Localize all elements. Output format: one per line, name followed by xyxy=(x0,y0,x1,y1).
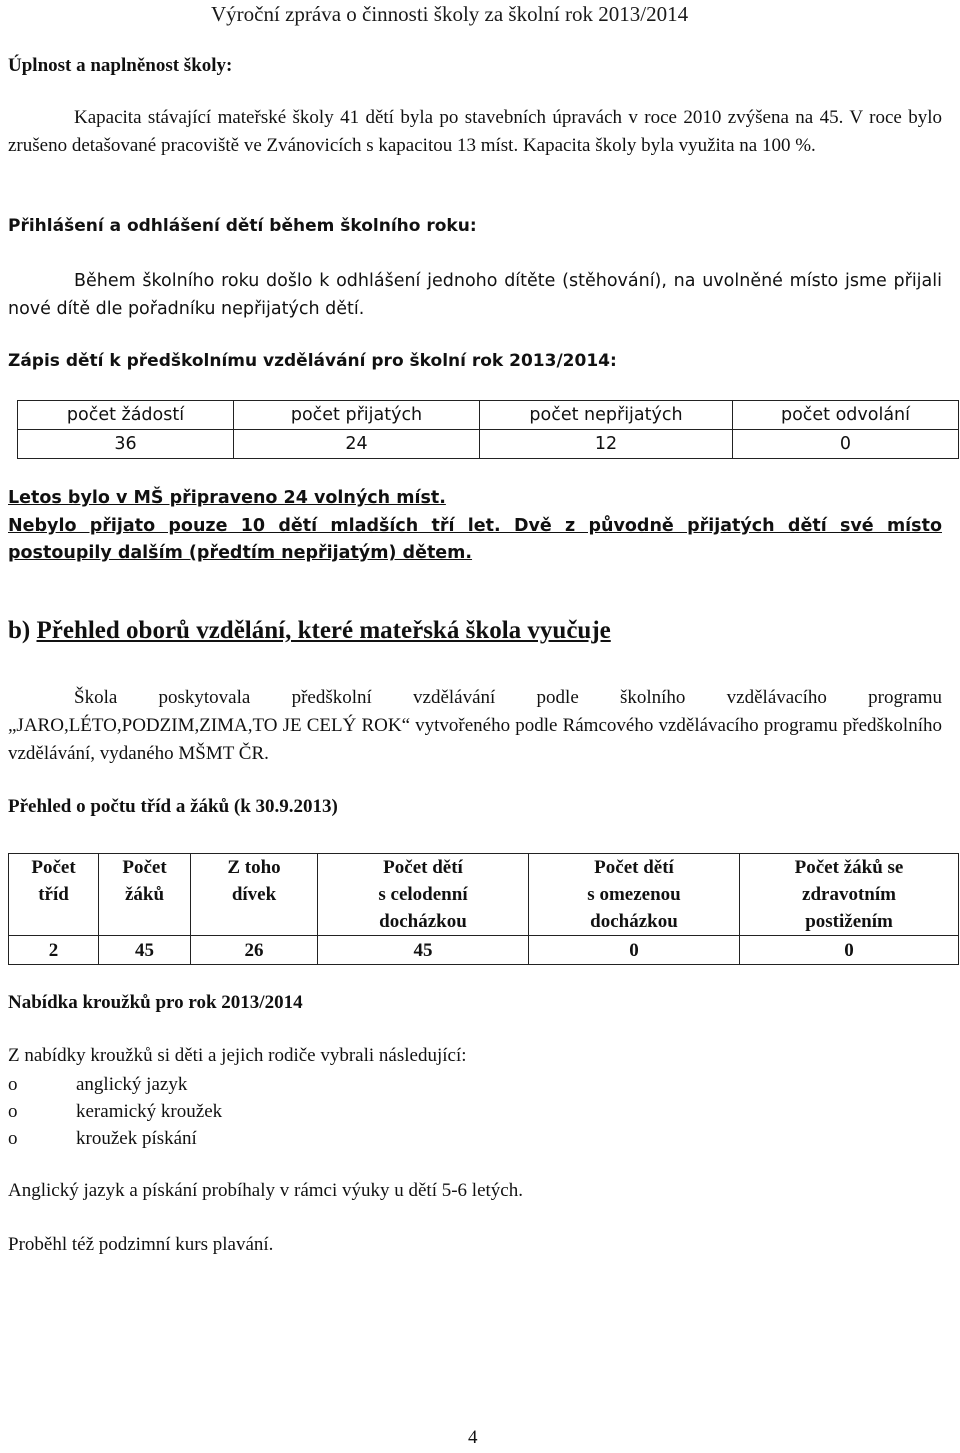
table-header-cell: Počet žáků xyxy=(99,854,191,936)
table-row xyxy=(18,430,959,459)
table-cell: 26 xyxy=(191,936,318,965)
section-b-text: Škola poskytovala předškolní vzdělávání podle školního vzdělávacího programu „JARO,LÉTO,PODZIM,ZIMA,TO JE CELÝ ROK“ vytvořeného podle Rámcového vzdělávacího programu předškolního vzdělávání, vydaného MŠMT ČR. xyxy=(8,687,942,764)
class-overview-table xyxy=(8,853,959,965)
table-header-cell: Z toho dívek xyxy=(191,854,318,936)
enrollment-text: Během školního roku došlo k odhlášení jednoho dítěte (stěhování), na uvolněné místo jsme přijali nové dítě dle pořadníku nepřijatých dětí. xyxy=(8,271,942,319)
section-b-title: b) Přehled oborů vzdělání, které mateřská škola vyučuje xyxy=(8,617,611,644)
clubs-intro: Z nabídky kroužků si děti a jejich rodiče vybrali následující: xyxy=(8,1045,467,1066)
admission-note-1: Letos bylo v MŠ připraveno 24 volných míst. xyxy=(8,488,446,508)
enrollment-heading: Přihlášení a odhlášení dětí během školního roku: xyxy=(8,216,477,236)
table-header-cell: Počet dětí s celodenní docházkou xyxy=(318,854,529,936)
table-header-cell: počet nepřijatých xyxy=(480,401,733,430)
list-item: o keramický kroužek xyxy=(8,1101,223,1122)
table-header-cell: počet přijatých xyxy=(234,401,480,430)
table-header-row xyxy=(9,854,959,936)
table-row xyxy=(9,936,959,965)
table-cell: 0 xyxy=(529,936,740,965)
table-cell: 45 xyxy=(318,936,529,965)
admission-table xyxy=(17,400,959,459)
table-header-cell: počet žádostí xyxy=(18,401,234,430)
table-cell: 0 xyxy=(740,936,959,965)
table-cell: 2 xyxy=(9,936,99,965)
table-cell: 0 xyxy=(733,430,959,459)
table-header-cell: Počet dětí s omezenou docházkou xyxy=(529,854,740,936)
capacity-heading: Úplnost a naplněnost školy: xyxy=(8,55,233,76)
table-header-cell: Počet žáků se zdravotním postižením xyxy=(740,854,959,936)
clubs-list xyxy=(8,1071,222,1152)
table-cell: 24 xyxy=(234,430,480,459)
table-header-row xyxy=(18,401,959,430)
table-cell: 45 xyxy=(99,936,191,965)
capacity-text: Kapacita stávající mateřské školy 41 dětí byla po stavebních úpravách v roce 2010 zvýšena na 45. V roce bylo zrušeno detašované pracoviště ve Zvánovicích s kapacitou 13 míst. Kapacita školy byla využita na 100 %. xyxy=(8,107,942,156)
clubs-heading: Nabídka kroužků pro rok 2013/2014 xyxy=(8,992,303,1013)
class-overview-heading: Přehled o počtu tříd a žáků (k 30.9.2013) xyxy=(8,796,338,817)
table-cell: 36 xyxy=(18,430,234,459)
table-cell: 12 xyxy=(480,430,733,459)
clubs-note-1: Anglický jazyk a pískání probíhaly v rámci výuky u dětí 5-6 letých. xyxy=(8,1180,523,1201)
admission-note-2: Nebylo přijato pouze 10 dětí mladších tří let. Dvě z původně přijatých dětí své místo postoupily dalším (předtím nepřijatým) dětem. xyxy=(8,516,942,563)
page-number: 4 xyxy=(468,1427,478,1448)
clubs-note-2: Proběhl též podzimní kurs plavání. xyxy=(8,1234,274,1255)
table-header-cell: Počet tříd xyxy=(9,854,99,936)
list-item: o anglický jazyk xyxy=(8,1074,188,1095)
list-item: o kroužek pískání xyxy=(8,1128,197,1149)
admission-heading: Zápis dětí k předškolnímu vzdělávání pro školní rok 2013/2014: xyxy=(8,351,617,371)
table-header-cell: počet odvolání xyxy=(733,401,959,430)
report-title: Výroční zpráva o činnosti školy za školní rok 2013/2014 xyxy=(211,2,689,26)
